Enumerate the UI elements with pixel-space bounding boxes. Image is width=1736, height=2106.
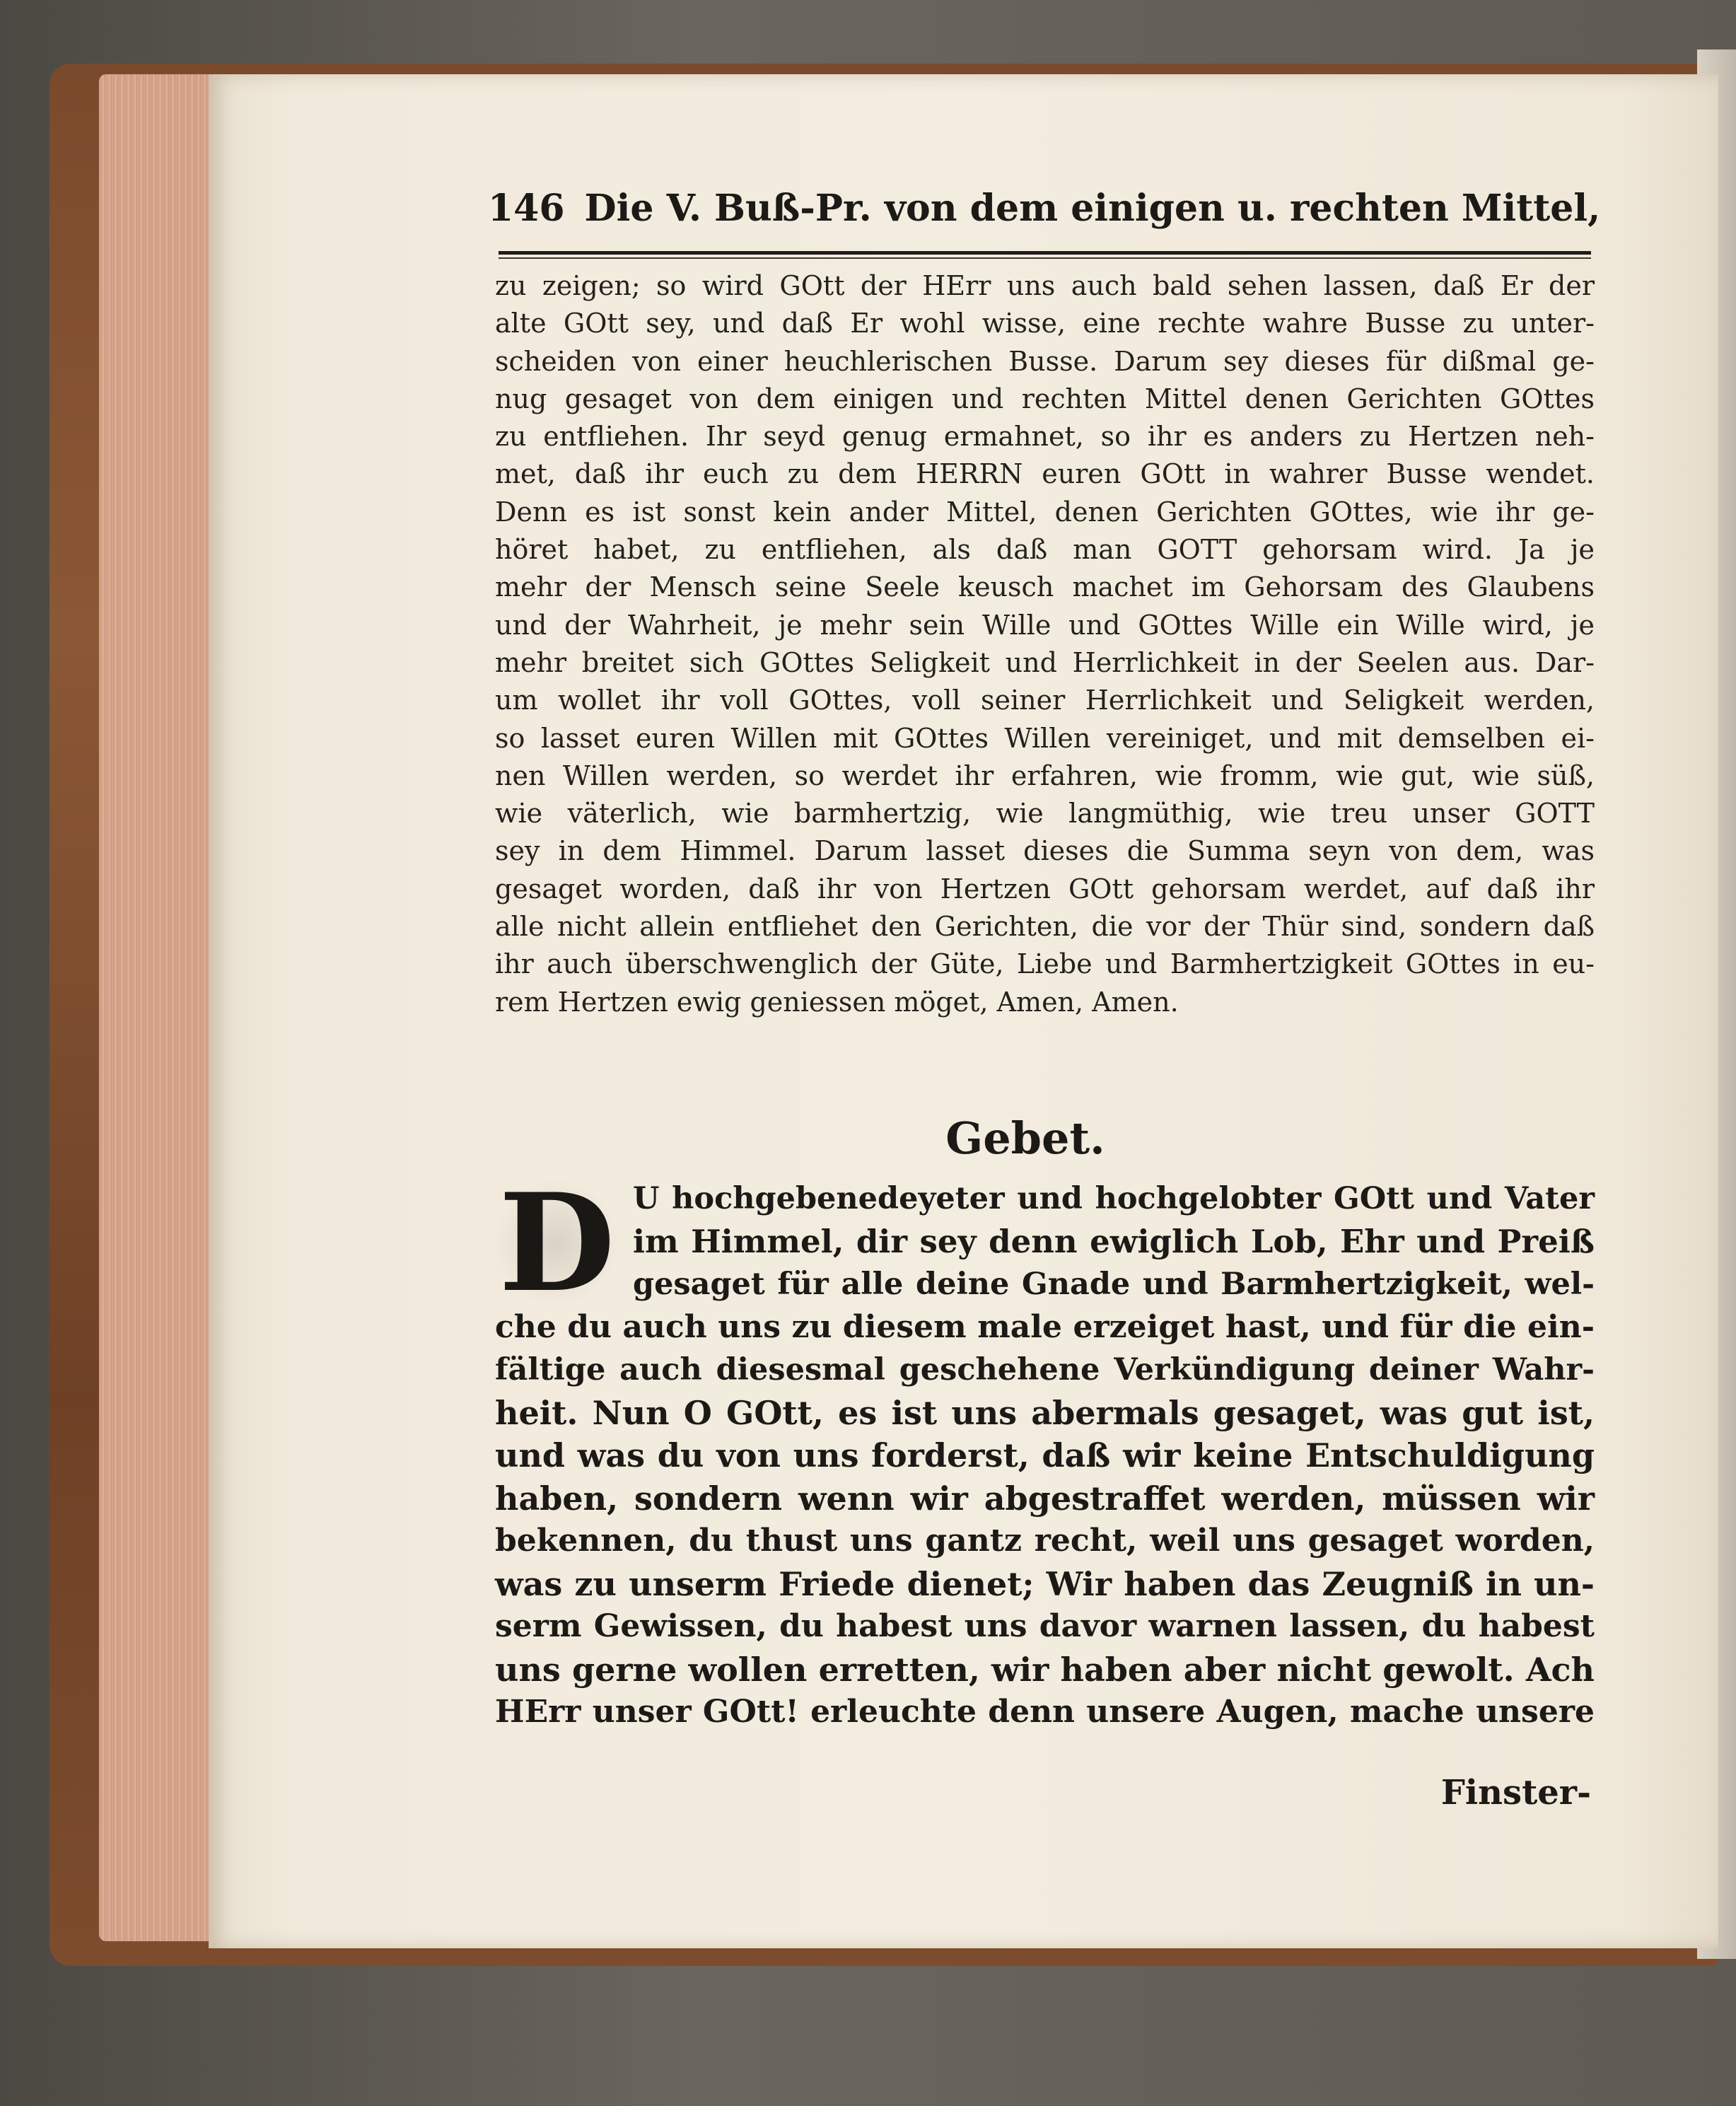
prayer-line: haben, sondern wenn wir abgestraffet werden, müssen wir: [495, 1479, 1595, 1518]
catchword: Finster-: [1440, 1773, 1591, 1813]
prayer-heading: Gebet.: [945, 1112, 1105, 1164]
text-line: met, daß ihr euch zu dem HERRN euren GOtt in wahrer Busse wendet.: [495, 458, 1595, 490]
text-line: um wollet ihr voll GOttes, voll seiner Herrlichkeit und Seligkeit werden,: [495, 685, 1595, 716]
text-line: sey in dem Himmel. Darum lasset dieses die Summa seyn von dem, was: [495, 835, 1595, 867]
text-line: rem Hertzen ewig geniessen möget, Amen, Amen.: [495, 986, 1179, 1018]
sermon-text: [495, 267, 1595, 1021]
text-line: mehr der Mensch seine Seele keusch machet im Gehorsam des Glaubens: [495, 571, 1595, 603]
text-line: alte GOtt sey, und daß Er wohl wisse, eine rechte wahre Busse zu unter-: [495, 308, 1595, 339]
running-title: Die V. Buß-Pr. von dem einigen u. rechten Mittel,: [584, 187, 1601, 230]
text-line: Denn es ist sonst kein ander Mittel, denen Gerichten GOttes, wie ihr ge-: [495, 496, 1595, 528]
prayer-line: gesaget für alle deine Gnade und Barmhertzigkeit, wel-: [633, 1267, 1595, 1302]
prayer-line: che du auch uns zu diesem male erzeiget hast, und für die ein-: [495, 1308, 1595, 1345]
page-number: 146: [488, 187, 565, 230]
text-line: so lasset euren Willen mit GOttes Willen vereiniget, und mit demselben ei-: [495, 722, 1595, 754]
prayer-line: im Himmel, dir sey denn ewiglich Lob, Ehr und Preiß: [633, 1222, 1595, 1260]
prayer-text: [495, 1177, 1595, 1734]
text-line: nen Willen werden, so werdet ihr erfahren, wie fromm, wie gut, wie süß,: [495, 760, 1595, 791]
text-line: höret habet, zu entfliehen, als daß man GOTT gehorsam wird. Ja je: [495, 534, 1595, 566]
prayer-line: serm Gewissen, du habest uns davor warnen lassen, du habest: [495, 1608, 1595, 1644]
decorated-initial: D: [495, 1177, 619, 1308]
text-line: scheiden von einer heuchlerischen Busse. Darum sey dieses für dißmal ge-: [495, 345, 1595, 377]
prayer-line: was zu unserm Friede dienet; Wir haben das Zeugniß in un-: [495, 1564, 1595, 1603]
text-line: alle nicht allein entfliehet den Gerichten, die vor der Thür sind, sondern daß: [495, 911, 1595, 943]
text-line: mehr breitet sich GOttes Seligkeit und Herrlichkeit in der Seelen aus. Dar-: [495, 646, 1595, 678]
header-rule: [499, 251, 1591, 255]
prayer-line: HErr unser GOtt! erleuchte denn unsere Augen, mache unsere: [495, 1694, 1595, 1730]
text-line: nug gesaget von dem einigen und rechten Mittel denen Gerichten GOttes: [495, 383, 1595, 414]
text-line: wie väterlich, wie barmhertzig, wie langmüthig, wie treu unser GOTT: [495, 798, 1595, 830]
text-line: gesaget worden, daß ihr von Hertzen GOtt gehorsam werdet, auf daß ihr: [495, 873, 1595, 904]
text-line: zu entfliehen. Ihr seyd genug ermahnet, so ihr es anders zu Hertzen neh-: [495, 421, 1595, 453]
prayer-line: heit. Nun O GOtt, es ist uns abermals gesaget, was gut ist,: [495, 1393, 1595, 1432]
running-header: [488, 163, 1605, 255]
page-edges: [99, 74, 219, 1941]
prayer-line: fältige auch diesesmal geschehene Verkündigung deiner Wahr-: [495, 1352, 1595, 1387]
text-line: zu zeigen; so wird GOtt der HErr uns auch bald sehen lassen, daß Er der: [495, 270, 1595, 301]
prayer-line: bekennen, du thust uns gantz recht, weil uns gesaget worden,: [495, 1523, 1595, 1559]
header-rule-thin: [499, 257, 1591, 259]
prayer-line: uns gerne wollen erretten, wir haben aber nicht gewolt. Ach: [495, 1650, 1595, 1689]
text-line: ihr auch überschwenglich der Güte, Liebe und Barmhertzigkeit GOttes in eu-: [495, 948, 1595, 980]
prayer-line: und was du von uns forderst, daß wir keine Entschuldigung: [495, 1436, 1595, 1474]
prayer-line: U hochgebenedeyeter und hochgelobter GOtt und Vater: [633, 1181, 1595, 1216]
text-line: und der Wahrheit, je mehr sein Wille und GOttes Wille ein Wille wird, je: [495, 609, 1595, 641]
